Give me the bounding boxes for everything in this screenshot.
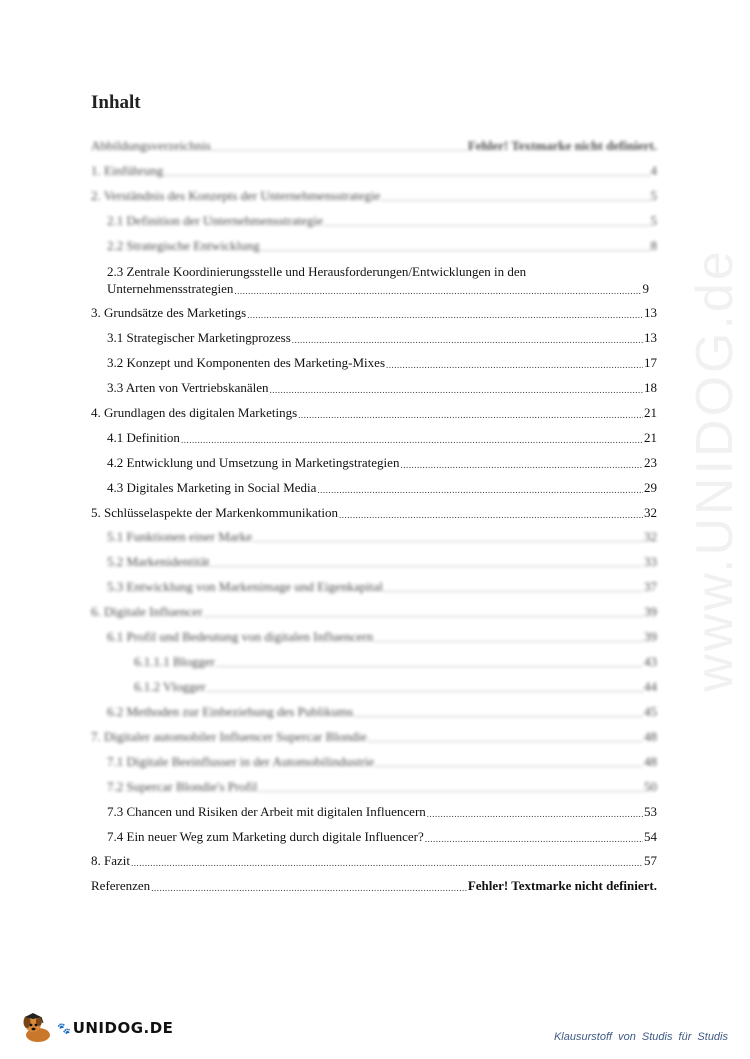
dot-leader <box>400 459 643 471</box>
toc-entry-line2 <box>107 280 657 297</box>
toc-entry-page: 45 <box>644 704 657 719</box>
toc-entry[interactable] <box>91 305 657 321</box>
toc-entry[interactable] <box>107 754 657 770</box>
toc-entry-label: 3.1 Strategischer Marketingprozess <box>107 330 291 345</box>
toc-entry-label: 8. Fazit <box>91 853 130 868</box>
dot-leader <box>324 217 650 229</box>
toc-entry[interactable] <box>91 878 657 894</box>
unidog-logo[interactable] <box>22 1013 173 1043</box>
toc-entry-page: 21 <box>644 405 657 420</box>
toc-entry-label-line2: Unternehmensstrategien <box>107 281 234 296</box>
dot-leader <box>211 558 643 570</box>
dot-leader <box>207 683 643 695</box>
toc-entry-page: 13 <box>644 330 657 345</box>
toc-entry-label: 3.3 Arten von Vertriebskanälen <box>107 380 269 395</box>
footer-tagline: Klausurstoff von Studis für Studis <box>553 1031 728 1043</box>
toc-entry-label-line1: 2.3 Zentrale Koordinierungsstelle und Herausforderungen/Entwicklungen in den <box>107 264 527 279</box>
toc-entry[interactable] <box>107 238 657 254</box>
page-title: Inhalt <box>91 92 141 113</box>
toc-entry-label: 4. Grundlagen des digitalen Marketings <box>91 405 298 420</box>
toc-entry-page: 33 <box>644 554 657 569</box>
toc-entry-label: 5. Schlüsselaspekte der Markenkommunikation <box>91 505 338 520</box>
toc-entry-label: 6.1.1.1 Blogger <box>134 654 215 669</box>
toc-entry[interactable] <box>107 380 657 396</box>
toc-entry-label: 4.1 Definition <box>107 430 180 445</box>
toc-entry-label: 2. Verständnis des Konzepts der Unternehmensstrategie <box>91 188 381 203</box>
toc-entry[interactable] <box>91 604 657 620</box>
paw-icon: 🐾 <box>57 1022 71 1035</box>
toc-entry[interactable] <box>107 829 657 845</box>
toc-entry[interactable] <box>107 804 657 820</box>
toc-entry-page: 8 <box>650 238 657 253</box>
dot-leader <box>292 334 643 346</box>
dot-leader <box>247 309 643 321</box>
dot-leader <box>151 882 467 894</box>
dot-leader <box>212 142 467 154</box>
toc-entry-label: 7.4 Ein neuer Weg zum Marketing durch digitale Influencer? <box>107 829 424 844</box>
toc-entry-label: 7.3 Chancen und Risiken der Arbeit mit digitalen Influencern <box>107 804 426 819</box>
dot-leader <box>270 384 644 396</box>
toc-entry-page: 23 <box>644 455 657 470</box>
dot-leader <box>131 857 643 869</box>
dot-leader <box>368 733 643 745</box>
toc-entry-page: Fehler! Textmarke nicht definiert. <box>467 138 657 153</box>
toc-entry-label: 7.2 Supercar Blondie's Profil <box>107 779 258 794</box>
watermark: www.UNIDOG.de <box>686 248 744 692</box>
toc-entry-page: 32 <box>644 505 657 520</box>
dot-leader <box>181 434 643 446</box>
toc-entry-page: 43 <box>644 654 657 669</box>
toc-entry-page: 37 <box>644 579 657 594</box>
toc-entry-page: 4 <box>650 163 657 178</box>
toc-entry-page: 39 <box>644 629 657 644</box>
toc-entry-page: 5 <box>650 188 657 203</box>
toc-entry-page: 57 <box>644 853 657 868</box>
toc-entry-page: 5 <box>650 213 657 228</box>
toc-entry-page: 48 <box>644 754 657 769</box>
toc-entry[interactable] <box>107 213 657 229</box>
dot-leader <box>317 484 643 496</box>
dot-leader <box>258 783 643 795</box>
dot-leader <box>427 808 643 820</box>
toc-entry-page: 53 <box>644 804 657 819</box>
dot-leader <box>216 658 643 670</box>
toc-entry-page: 18 <box>644 380 657 395</box>
toc-entry[interactable] <box>134 679 657 695</box>
dot-leader <box>204 608 643 620</box>
dot-leader <box>354 708 643 720</box>
dog-icon <box>22 1013 56 1043</box>
toc-entry-page: 39 <box>644 604 657 619</box>
toc-entry[interactable] <box>107 480 657 496</box>
toc-entry-label: 4.3 Digitales Marketing in Social Media <box>107 480 317 495</box>
dot-leader <box>425 833 643 845</box>
toc-entry[interactable] <box>91 853 657 869</box>
toc-entry-label: 2.1 Definition der Unternehmensstrategie <box>107 213 323 228</box>
toc-entry[interactable] <box>134 654 657 670</box>
toc-entry[interactable] <box>91 405 657 421</box>
dot-leader <box>164 167 649 179</box>
toc-entry-page: 54 <box>644 829 657 844</box>
dot-leader <box>374 633 643 645</box>
dot-leader <box>375 758 643 770</box>
toc-entry-page: 32 <box>644 529 657 544</box>
toc-entry-label: 6.2 Methoden zur Einbeziehung des Publikums <box>107 704 354 719</box>
dot-leader <box>261 242 650 254</box>
toc-entry[interactable] <box>107 529 657 545</box>
dot-leader <box>386 359 643 371</box>
toc-entry[interactable] <box>91 729 657 745</box>
dot-leader <box>381 192 649 204</box>
toc-entry[interactable] <box>91 188 657 204</box>
toc-entry[interactable] <box>107 355 657 371</box>
toc-entry-page: 50 <box>644 779 657 794</box>
dot-leader <box>384 583 643 595</box>
toc-entry-page: 21 <box>644 430 657 445</box>
toc-entry-page: 29 <box>644 480 657 495</box>
toc-entry-label: 2.2 Strategische Entwicklung <box>107 238 260 253</box>
dot-leader <box>339 509 643 521</box>
toc-entry[interactable] <box>107 330 657 346</box>
toc-entry[interactable] <box>107 579 657 595</box>
toc-entry-label: Abbildungsverzeichnis <box>91 138 211 153</box>
toc-entry-label: 5.3 Entwicklung von Markenimage und Eigenkapital <box>107 579 383 594</box>
toc-entry-label: 5.2 Markenidentität <box>107 554 210 569</box>
toc-entry-page: 17 <box>644 355 657 370</box>
toc-entry[interactable] <box>91 138 657 154</box>
toc-entry-label: 3.2 Konzept und Komponenten des Marketing-Mixes <box>107 355 386 370</box>
toc-entry[interactable] <box>107 263 657 297</box>
toc-entry-label: 6. Digitale Influencer <box>91 604 203 619</box>
toc-entry-label: Referenzen <box>91 878 151 893</box>
toc-entry-label: 1. Einführung <box>91 163 164 178</box>
toc-entry[interactable] <box>107 779 657 795</box>
toc-entry-label: 4.2 Entwicklung und Umsetzung in Marketingstrategien <box>107 455 400 470</box>
toc-entry-label: 6.1 Profil und Bedeutung von digitalen Influencern <box>107 629 374 644</box>
toc-entry[interactable] <box>107 629 657 645</box>
toc-entry[interactable] <box>107 704 657 720</box>
toc-entry-label: 5.1 Funktionen einer Marke <box>107 529 253 544</box>
toc-entry-label: 3. Grundsätze des Marketings <box>91 305 247 320</box>
dot-leader <box>253 533 643 545</box>
toc-entry[interactable] <box>107 554 657 570</box>
toc-entry-page: 44 <box>644 679 657 694</box>
toc-entry-label: 6.1.2 Vlogger <box>134 679 206 694</box>
toc-entry[interactable] <box>91 163 657 179</box>
toc-entry-label: 7. Digitaler automobiler Influencer Supercar Blondie <box>91 729 367 744</box>
toc-entry-page: Fehler! Textmarke nicht definiert. <box>467 878 657 893</box>
toc-entry-page: 48 <box>644 729 657 744</box>
toc-entry[interactable] <box>91 505 657 521</box>
toc-entry[interactable] <box>107 455 657 471</box>
toc-entry-page: 9 <box>642 281 649 296</box>
dot-leader <box>234 285 641 297</box>
toc-entry[interactable] <box>107 430 657 446</box>
toc-entry-label: 7.1 Digitale Beeinflusser in der Automobilindustrie <box>107 754 375 769</box>
toc-entry-page: 13 <box>644 305 657 320</box>
logo-text: UNIDOG.DE <box>72 1019 174 1037</box>
dot-leader <box>298 409 643 421</box>
